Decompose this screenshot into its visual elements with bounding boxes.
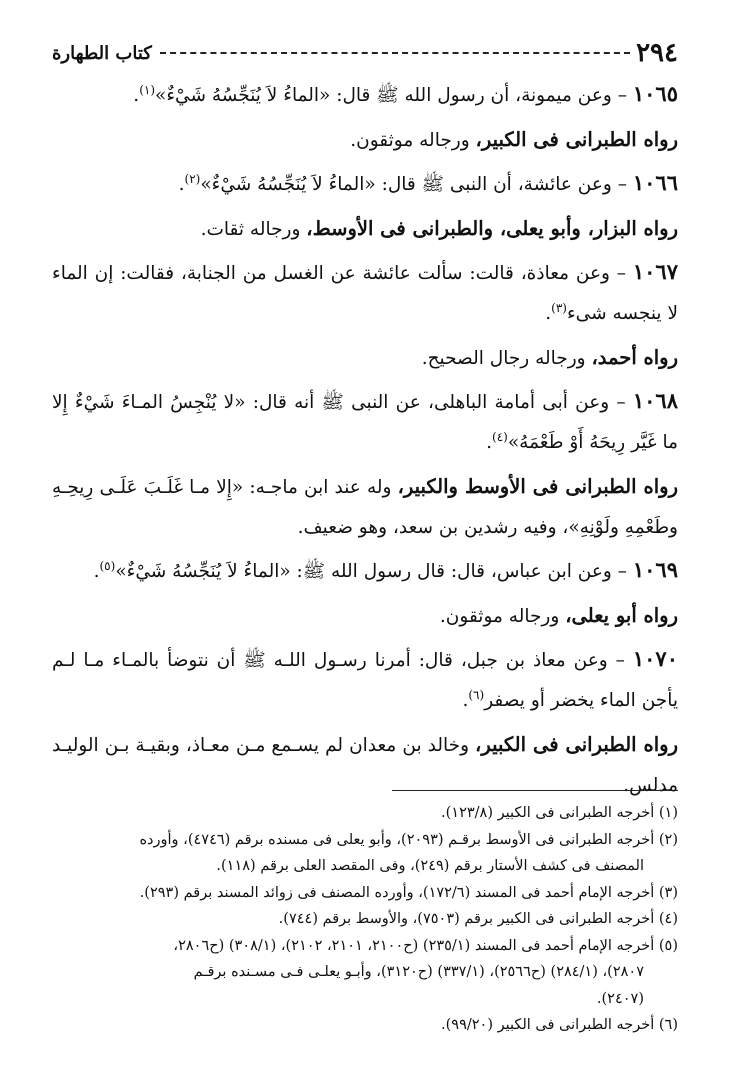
hadith-text: – وعن معاذة، قالت: سألت عائشة عن الغسل من الجنابة، فقالت: إن الماء لا ينجسه شىء	[52, 263, 678, 324]
footnote-marker: (٦)	[468, 687, 485, 702]
hadith-end: .	[486, 432, 493, 453]
hadith-end: .	[133, 85, 140, 106]
hadith-number: ١٠٦٦	[632, 170, 678, 195]
hadith-1065	[52, 74, 678, 116]
hadith-end: .	[178, 174, 185, 195]
source-lead: رواه الطبرانى فى الكبير،	[475, 128, 678, 151]
hadith-text: – وعن أبى أمامة الباهلى، عن النبى ﷺ أنه قال: «لا يُنْجِسُ المـاءَ شَيْءٌ إِلا ما غَيَّر رِيحَهُ أَوْ طَعْمَهُ»	[52, 392, 678, 453]
hadith-1069	[52, 550, 678, 592]
hadith-text: – وعن ميمونة، أن رسول الله ﷺ قال: «الماءُ لاَ يُنَجِّسُهُ شَيْءٌ»	[155, 85, 633, 106]
footnote-marker: (٢)	[184, 171, 201, 186]
hadith-1066	[52, 163, 678, 205]
source-1070	[52, 725, 678, 806]
footnote-2: (٢) أخرجه الطبرانى فى الأوسط برقـم (٢٠٩٣)، وأبو يعلى فى مسنده برقم (٤٧٤٦)، وأورده	[139, 831, 678, 848]
source-1067	[52, 338, 678, 379]
source-1066	[52, 209, 678, 250]
hadith-end: .	[462, 690, 469, 711]
source-rest: وله عند ابن ماجـه: «إِلا مـا غَلَـبَ عَلَـى رِيحِـهِ وطَعْمِهِ ولَوْنِهِ»، وفيه رشدين بن سعد، وهو ضعيف.	[52, 477, 678, 538]
source-rest: ورجاله ثقات.	[200, 219, 307, 240]
source-rest: ورجاله رجال الصحيح.	[421, 348, 592, 369]
footnote-2-continued: المصنف فى كشف الأستار برقم (٢٤٩)، وفى المقصد العلى برقم (١١٨).	[216, 858, 644, 874]
hadith-1067	[52, 252, 678, 334]
source-1068	[52, 467, 678, 548]
hadith-number: ١٠٦٨	[632, 388, 678, 413]
page-number: ٢٩٤	[636, 38, 678, 68]
footnote-4: (٤) أخرجه الطبرانى فى الكبير برقم (٧٥٠٣)، والأوسط برقم (٧٤٤).	[278, 911, 678, 927]
hadith-number: ١٠٦٧	[632, 259, 678, 284]
footnote-5: (٥) أخرجه الإمام أحمد فى المسند (٢٣٥/١) (ح٢١٠٠، ٢١٠١، ٢١٠٢)، (٣٠٨/١) (ح٢٨٠٦،	[173, 937, 678, 954]
footnote-marker: (١)	[139, 82, 156, 97]
page-header	[52, 38, 678, 68]
hadith-1068	[52, 381, 678, 463]
source-rest: وخالد بن معدان لم يسـمع مـن معـاذ، وبقيـة بـن الوليـد مدلس.	[52, 735, 678, 796]
footnote-marker: (٤)	[492, 429, 508, 444]
footnote-divider	[392, 790, 678, 791]
hadith-text: – وعن ابن عباس، قال: قال رسول الله ﷺ: «الماءُ لاَ يُنَجِّسُهُ شَيْءٌ»	[115, 561, 633, 582]
header-rule	[160, 52, 630, 54]
source-lead: رواه الطبرانى فى الكبير،	[475, 733, 678, 756]
source-lead: رواه أحمد،	[591, 346, 678, 369]
hadith-number: ١٠٧٠	[632, 646, 678, 671]
running-title: كتاب الطهارة	[52, 42, 152, 64]
footnote-5-continued: ٢٨٠٧)، (٢٨٤/١) (ح٢٥٦٦)، (٣٣٧/١) (ح٣١٢٠)، وأبـو يعلـى فـى مسـنده برقـم	[193, 964, 644, 980]
source-1069	[52, 596, 678, 637]
hadith-number: ١٠٦٩	[632, 557, 678, 582]
footnote-marker: (٣)	[551, 300, 567, 315]
footnote-6: (٦) أخرجه الطبرانى فى الكبير (٩٩/٢٠).	[441, 1017, 678, 1033]
main-text	[52, 74, 678, 808]
footnote-3: (٣) أخرجه الإمام أحمد فى المسند (١٧٢/٦)، وأورده المصنف فى زوائد المسند برقم (٢٩٣).	[139, 884, 678, 901]
footnote-marker: (٥)	[99, 558, 116, 573]
footnote-1: (١) أخرجه الطبرانى فى الكبير (١٢٣/٨).	[441, 805, 678, 821]
hadith-number: ١٠٦٥	[632, 81, 678, 106]
source-lead: رواه الطبرانى فى الأوسط والكبير،	[397, 475, 678, 498]
hadith-text: – وعن معاذ بن جبل، قال: أمرنا رسـول اللـه ﷺ أن نتوضأ بالمـاء مـا لـم يأجن الماء يخضر أو يصفر	[52, 650, 678, 711]
source-lead: رواه البزار، وأبو يعلى، والطبرانى فى الأوسط،	[306, 217, 678, 240]
hadith-end: .	[545, 303, 552, 324]
footnotes	[52, 800, 678, 1039]
hadith-1070	[52, 639, 678, 721]
source-1065	[52, 120, 678, 161]
source-lead: رواه أبو يعلى،	[565, 604, 678, 627]
hadith-end: .	[93, 561, 100, 582]
hadith-text: – وعن عائشة، أن النبى ﷺ قال: «الماءُ لاَ يُنَجِّسُهُ شَيْءٌ»	[200, 174, 633, 195]
source-rest: ورجاله موثقون.	[439, 606, 566, 627]
source-rest: ورجاله موثقون.	[350, 130, 476, 151]
footnote-5-end: (٢٤٠٧).	[596, 990, 644, 1007]
